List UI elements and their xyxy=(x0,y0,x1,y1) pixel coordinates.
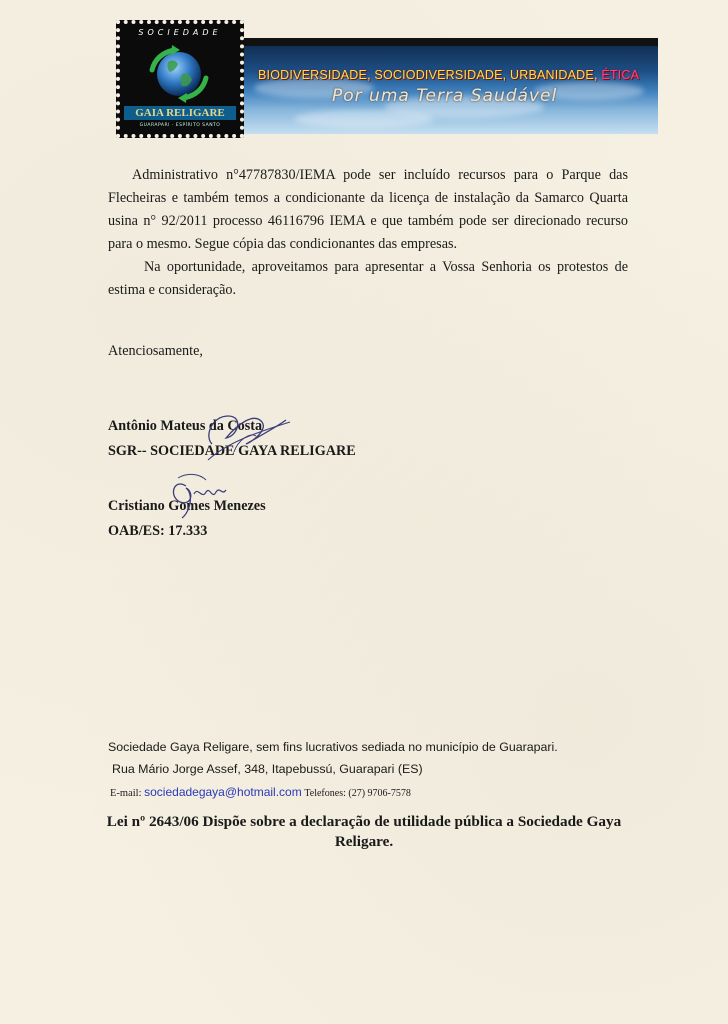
body-paragraph-1: Administrativo n°47787830/IEMA pode ser incluído recursos para o Parque das Flecheiras e também temos a condicionante da licença de instalação da Samarco Quarta usina n° 92/2011 processo 46116796 IEMA e que também pode ser direcionado recurso para o mesmo. Segue cópia das condicionantes das empresas. xyxy=(108,167,628,252)
signatory-1 xyxy=(108,414,356,464)
letterhead-banner xyxy=(116,20,660,138)
banner-top-bar xyxy=(234,38,658,46)
email-link[interactable]: sociedadegaya@hotmail.com xyxy=(144,785,302,799)
closing-salutation: Atenciosamente, xyxy=(108,343,203,359)
globe-icon xyxy=(146,44,212,104)
society-logo-stamp: SOCIEDADE GAIA RELIGARE GUARAPARI · ESPÍRITO SANTO xyxy=(116,20,244,138)
signatory-1-role: SGR-- SOCIEDADE GAYA RELIGARE xyxy=(108,443,356,459)
email-label: E-mail: xyxy=(110,788,142,799)
letter-body xyxy=(108,164,628,302)
signatory-2 xyxy=(108,494,266,544)
footer-org-line: Sociedade Gaya Religare, sem fins lucrativos sediada no município de Guarapari. xyxy=(108,740,558,754)
slogan: BIODIVERSIDADE, SOCIODIVERSIDADE, URBANIDADE, ÉTICA xyxy=(258,68,640,82)
signatory-2-name: Cristiano Gomes Menezes xyxy=(108,498,266,514)
body-paragraph-2: Na oportunidade, aproveitamos para apresentar a Vossa Senhoria os protestos de estima e consideração. xyxy=(108,259,628,298)
signatory-2-role: OAB/ES: 17.333 xyxy=(108,523,208,539)
phone-numbers: Telefones: (27) 9706-7578 xyxy=(304,788,411,799)
tagline: Por uma Terra Saudável xyxy=(332,86,558,106)
public-utility-law: Lei nº 2643/06 Dispõe sobre a declaração de utilidade pública a Sociedade Gaya Religare. xyxy=(106,813,622,850)
footer-address: Rua Mário Jorge Assef, 348, Itapebussú, Guarapari (ES) xyxy=(112,762,423,776)
footer-contact xyxy=(110,785,411,799)
signatory-1-name: Antônio Mateus da Costa xyxy=(108,418,263,434)
